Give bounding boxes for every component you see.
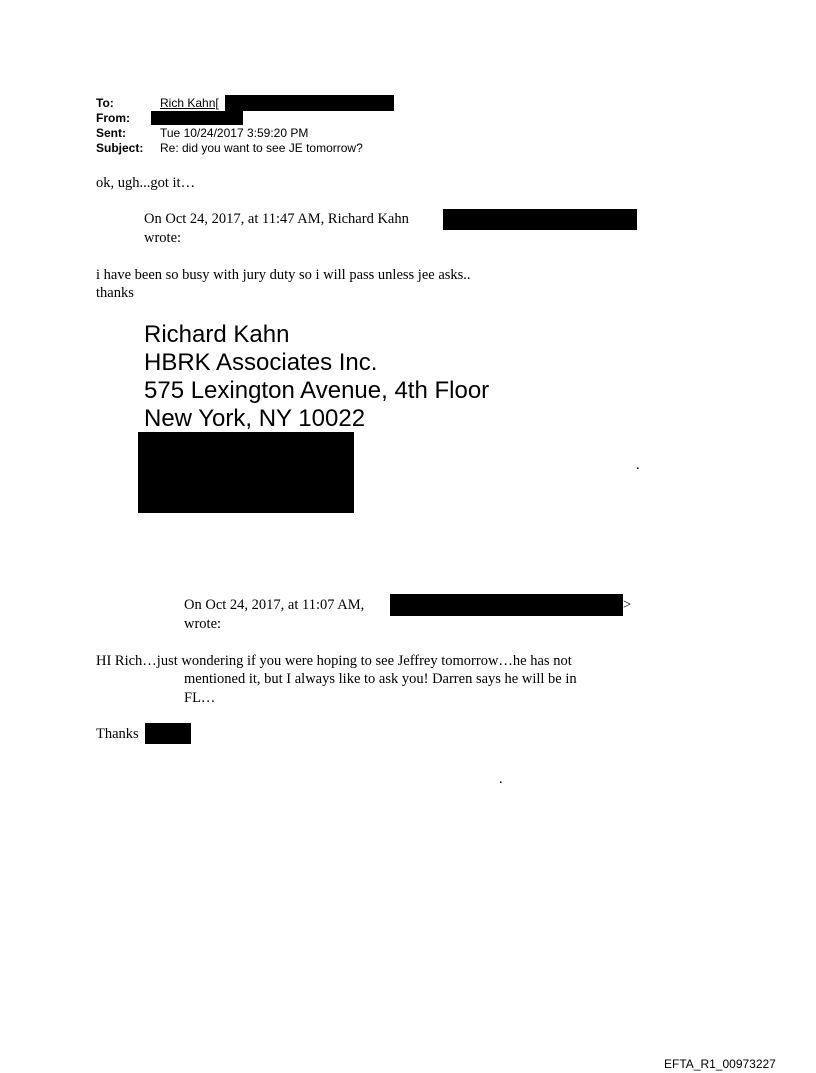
redaction-bar — [138, 432, 354, 513]
redaction-bar — [443, 209, 637, 230]
reply-text: ok, ugh...got it… — [96, 175, 196, 191]
quote-body-line: HI Rich…just wondering if you were hoping to see Jeffrey tomorrow…he has not — [96, 653, 572, 669]
quote-body-line: mentioned it, but I always like to ask you! Darren says he will be in — [184, 671, 577, 687]
quote-attribution: On Oct 24, 2017, at 11:07 AM, — [184, 597, 365, 613]
redaction-bar — [145, 723, 191, 744]
to-label: To: — [96, 96, 114, 110]
from-label: From: — [96, 111, 130, 125]
quote-body-line: thanks — [96, 285, 134, 301]
stray-dot: . — [636, 457, 640, 473]
signature-address: 575 Lexington Avenue, 4th Floor — [144, 377, 490, 404]
quote-body-line: i have been so busy with jury duty so i will pass unless jee asks.. — [96, 267, 471, 283]
subject-label: Subject: — [96, 141, 144, 155]
document-id: EFTA_R1_00973227 — [664, 1057, 776, 1071]
quote-attribution: On Oct 24, 2017, at 11:47 AM, Richard Kahn — [144, 211, 409, 227]
redaction-bar — [390, 594, 623, 616]
quote-attribution-wrote: wrote: — [184, 616, 222, 632]
redaction-bar — [225, 95, 394, 111]
quote-body-line: FL… — [184, 690, 216, 706]
thanks-text: Thanks — [96, 726, 139, 742]
subject-value: Re: did you want to see JE tomorrow? — [160, 141, 363, 155]
to-recipient-link[interactable]: Rich Kahn[ — [160, 96, 219, 110]
sent-label: Sent: — [96, 126, 126, 140]
sent-value: Tue 10/24/2017 3:59:20 PM — [160, 126, 309, 140]
signature-name: Richard Kahn — [144, 321, 290, 348]
quote-attribution-suffix: > — [623, 597, 632, 613]
signature-company: HBRK Associates Inc. — [144, 349, 378, 376]
quote-attribution-wrote: wrote: — [144, 230, 182, 246]
signature-city: New York, NY 10022 — [144, 405, 366, 432]
stray-dot: . — [499, 771, 503, 787]
redaction-bar — [151, 111, 243, 125]
